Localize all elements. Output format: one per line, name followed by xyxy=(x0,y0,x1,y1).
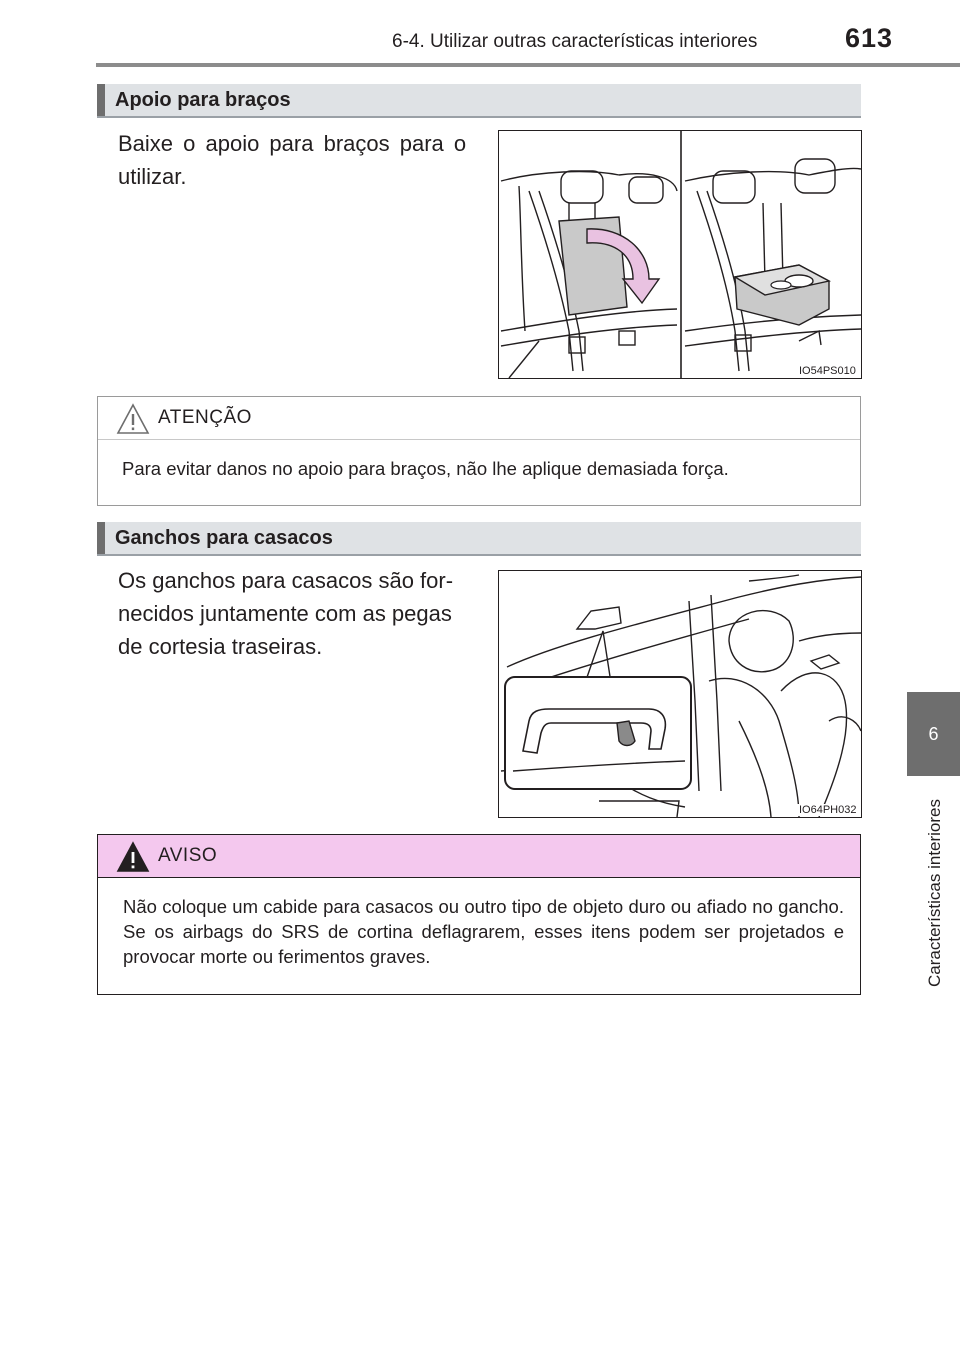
coat-hooks-body xyxy=(118,564,453,663)
warning-header xyxy=(98,835,860,878)
caution-header xyxy=(98,397,860,440)
warning-box xyxy=(97,834,861,995)
chapter-number: 6 xyxy=(928,723,939,744)
armrest-figure xyxy=(498,130,862,379)
armrest-body-line2: utilizar. xyxy=(118,164,187,189)
header-rule xyxy=(96,63,960,67)
armrest-illustration xyxy=(499,131,861,378)
armrest-section-header xyxy=(97,84,861,118)
caution-text: Para evitar danos no apoio para braços, não lhe aplique demasiada força. xyxy=(122,458,729,479)
caution-title: ATENÇÃO xyxy=(158,407,252,428)
chapter-label xyxy=(919,787,949,987)
coat-hooks-heading: Ganchos para casacos xyxy=(115,527,333,549)
coat-hook-figure-code: IO64PH032 xyxy=(799,804,857,816)
coat-hook-illustration xyxy=(499,571,861,817)
warning-title: AVISO xyxy=(158,845,218,866)
coat-hooks-body-line1: Os ganchos para casacos são for- xyxy=(118,568,454,593)
page-number: 613 xyxy=(845,23,894,53)
header-section-title: 6-4. Utilizar outras características interiores xyxy=(392,31,758,52)
coat-hooks-section-header xyxy=(97,522,861,556)
chapter-label-text: Características interiores xyxy=(925,798,944,987)
armrest-figure-code: IO54PS010 xyxy=(799,365,856,377)
armrest-body xyxy=(118,127,466,193)
coat-hook-figure xyxy=(498,570,862,818)
section-header-bar xyxy=(97,84,105,116)
armrest-body-line1: Baixe o apoio para braços para o xyxy=(118,131,467,156)
coat-hooks-body-line3: de cortesia traseiras. xyxy=(118,634,323,659)
caution-triangle-icon xyxy=(116,403,150,435)
section-header-bar xyxy=(97,522,105,554)
coat-hooks-body-line2: necidos juntamente com as pegas xyxy=(118,601,452,626)
warning-triangle-icon xyxy=(116,841,150,873)
caution-box xyxy=(97,396,861,506)
warning-text: Não coloque um cabide para casacos ou outro tipo de objeto duro ou afiado no gancho. Se os airbags do SRS de cortina deflagrarem, esses itens podem ser projetados e provocar morte ou ferimentos graves. xyxy=(123,896,844,967)
chapter-tab xyxy=(907,692,960,776)
armrest-heading: Apoio para braços xyxy=(115,89,291,111)
